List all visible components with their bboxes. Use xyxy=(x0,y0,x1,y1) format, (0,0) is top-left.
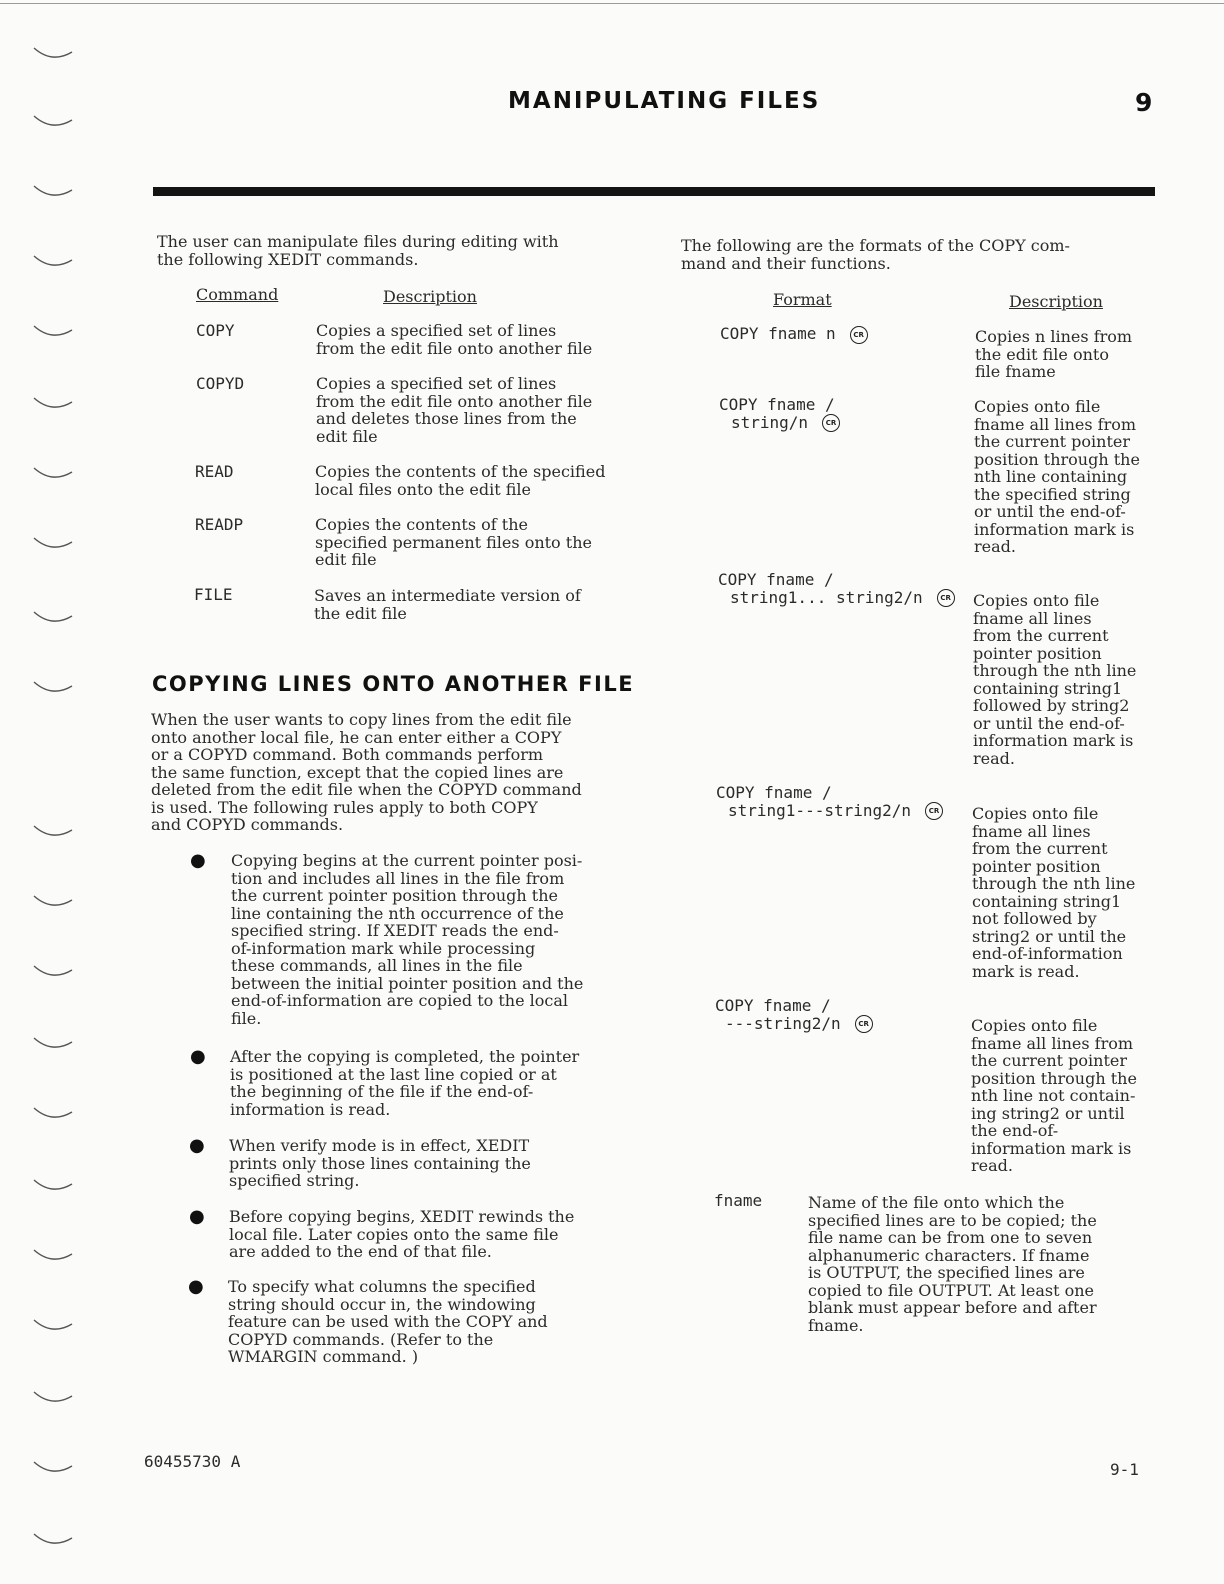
command-name: FILE xyxy=(194,585,233,604)
section-heading: COPYING LINES ONTO ANOTHER FILE xyxy=(152,672,635,696)
bullet-item: Copying begins at the current pointer posi- tion and includes all lines in the file from the current pointer position through the line containing the nth occurrence of the specified string. If XEDIT reads the end- of-information mark while processing these commands, all lines in the file between the initial pointer position and the end-of-information are copied to the local file. xyxy=(231,851,584,1028)
format-column-header: Format xyxy=(773,290,832,309)
carriage-return-icon: CR xyxy=(850,326,868,344)
bullet-item: After the copying is completed, the pointer is positioned at the last line copied or at the beginning of the file if the end-of- information is read. xyxy=(230,1047,580,1119)
command-name: READP xyxy=(195,515,244,534)
section-paragraph: When the user wants to copy lines from the edit file onto another local file, he can enter either a COPY or a COPYD command. Both commands perform the same function, except that the copied lines are deleted from the edit file when the COPYD command is used. The following rules apply to both COPY and COPYD commands. xyxy=(151,710,582,834)
command-name: READ xyxy=(195,462,234,481)
chapter-title: MANIPULATING FILES xyxy=(508,88,821,114)
command-description: Copies the contents of the specified local files onto the edit file xyxy=(315,462,606,499)
copy-format-description: Copies onto file fname all lines from the current pointer position through the nth line not contain- ing string2 or until the end-of- information mark is read. xyxy=(971,1016,1137,1175)
bullet-icon: ● xyxy=(188,1276,204,1297)
intro-paragraph: The user can manipulate files during editing with the following XEDIT commands. xyxy=(157,232,559,269)
copy-format: COPY fname / string1... string2/n CR xyxy=(718,571,955,607)
bullet-item: When verify mode is in effect, XEDIT prints only those lines containing the specified string. xyxy=(229,1136,531,1190)
document-number: 60455730 A xyxy=(144,1452,241,1471)
binder-mark-icon xyxy=(30,674,76,704)
copy-format: COPY fname / string/n CR xyxy=(719,396,840,432)
binder-mark-icon xyxy=(30,40,76,70)
carriage-return-icon: CR xyxy=(855,1015,873,1033)
copy-format-description: Copies n lines from the edit file onto file fname xyxy=(975,327,1133,381)
bullet-icon: ● xyxy=(190,850,206,871)
copy-format: COPY fname / ---string2/n CR xyxy=(715,997,873,1033)
binder-mark-icon xyxy=(30,958,76,988)
command-description: Saves an intermediate version of the edit file xyxy=(314,586,581,623)
bullet-item: To specify what columns the specified string should occur in, the windowing feature can be used with the COPY and COPYD commands. (Refer to the WMARGIN command. ) xyxy=(228,1277,548,1366)
binder-mark-icon xyxy=(30,1454,76,1484)
binder-mark-icon xyxy=(30,178,76,208)
bullet-icon: ● xyxy=(190,1046,206,1067)
binder-mark-icon xyxy=(30,1526,76,1556)
command-description: Copies a specified set of lines from the edit file onto another file xyxy=(316,321,593,358)
carriage-return-icon: CR xyxy=(937,589,955,607)
format-intro-paragraph: The following are the formats of the COPY com- mand and their functions. xyxy=(681,236,1070,273)
binder-mark-icon xyxy=(30,1312,76,1342)
binder-mark-icon xyxy=(30,1030,76,1060)
fname-term: fname xyxy=(714,1191,763,1210)
copy-format: COPY fname n CR xyxy=(720,325,868,344)
copy-format-description: Copies onto file fname all lines from the current pointer position through the nth line containing string1 not followed by string2 or until the end-of-information mark is read. xyxy=(972,804,1136,981)
command-name: COPY xyxy=(196,321,235,340)
carriage-return-icon: CR xyxy=(925,802,943,820)
command-description: Copies the contents of the specified permanent files onto the edit file xyxy=(315,515,592,569)
command-name: COPYD xyxy=(196,374,245,393)
binder-mark-icon xyxy=(30,1242,76,1272)
binder-mark-icon xyxy=(30,1172,76,1202)
page-number: 9-1 xyxy=(1110,1460,1139,1479)
binder-mark-icon xyxy=(30,888,76,918)
copy-format-description: Copies onto file fname all lines from the current pointer position through the nth line containing string1 followed by string2 or until the end-of- information mark is read. xyxy=(973,591,1137,768)
binder-mark-icon xyxy=(30,1384,76,1414)
binder-mark-icon xyxy=(30,248,76,278)
command-description: Copies a specified set of lines from the edit file onto another file and deletes those lines from the edit file xyxy=(316,374,593,446)
bullet-icon: ● xyxy=(189,1135,205,1156)
bullet-icon: ● xyxy=(189,1206,205,1227)
binder-mark-icon xyxy=(30,108,76,138)
binder-mark-icon xyxy=(30,1100,76,1130)
binder-mark-icon xyxy=(30,390,76,420)
fname-definition: Name of the file onto which the specified lines are to be copied; the file name can be from one to seven alphanumeric characters. If fname is OUTPUT, the specified lines are copied to file OUTPUT. At least one blank must appear before and after fname. xyxy=(808,1193,1097,1335)
chapter-number: 9 xyxy=(1135,88,1153,117)
command-column-header: Command xyxy=(196,285,279,304)
binder-mark-icon xyxy=(30,604,76,634)
copy-format-description: Copies onto file fname all lines from the current pointer position through the nth line containing the specified string or until the end-of- information mark is read. xyxy=(974,397,1140,556)
binder-mark-icon xyxy=(30,818,76,848)
header-rule xyxy=(153,187,1155,196)
binder-mark-icon xyxy=(30,318,76,348)
carriage-return-icon: CR xyxy=(822,414,840,432)
binder-mark-icon xyxy=(30,530,76,560)
bullet-item: Before copying begins, XEDIT rewinds the local file. Later copies onto the same file are added to the end of that file. xyxy=(229,1207,575,1261)
format-description-column-header: Description xyxy=(1009,292,1103,311)
binder-mark-icon xyxy=(30,460,76,490)
top-edge-rule xyxy=(0,3,1224,4)
copy-format: COPY fname / string1---string2/n CR xyxy=(716,784,943,820)
command-description-column-header: Description xyxy=(383,287,477,306)
